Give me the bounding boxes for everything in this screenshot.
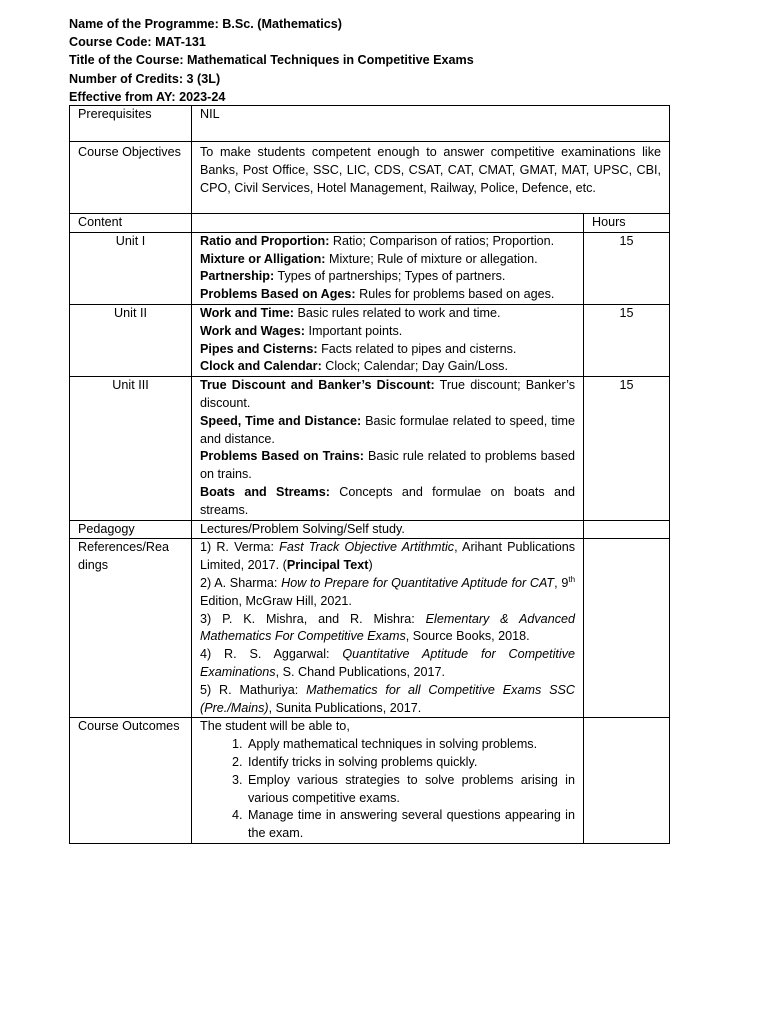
unit-row (70, 377, 670, 520)
outcome-item: 2. Identify tricks in solving problems quickly. (246, 754, 575, 772)
topic (200, 268, 575, 286)
prerequisites-row (70, 106, 670, 142)
topic-title: Problems Based on Ages: (200, 287, 356, 302)
course-header (69, 16, 474, 107)
reference-publisher: , Arihant Publications Limited, 2017. ( (200, 540, 576, 573)
topic-text: Clock; Calendar; Day Gain/Loss. (321, 359, 508, 374)
unit-topics (192, 304, 584, 376)
credits: Number of Credits: 3 (3L) (69, 71, 221, 86)
course-title: Title of the Course: Mathematical Techniques in Competitive Exams (69, 53, 474, 68)
reference-title: Fast Track Objective Artithmtic (279, 540, 455, 555)
reference-title: How to Prepare for Quantitative Aptitude for CAT (281, 575, 555, 590)
reference-author: 3) P. K. Mishra, and R. Mishra: (200, 611, 426, 626)
unit-row (70, 304, 670, 376)
topic-text: Basic rules related to work and time. (294, 305, 501, 320)
pedagogy-hours-blank (584, 520, 670, 539)
unit-row (70, 232, 670, 304)
topic-text: Basic formulae related to speed, time and distance. (200, 413, 575, 446)
topic-title: Work and Wages: (200, 323, 305, 338)
unit-hours: 15 (584, 232, 670, 304)
reference-note: Principal Text (286, 558, 369, 573)
references-list (192, 539, 584, 718)
prerequisites-label: Prerequisites (70, 106, 192, 142)
topic-text: Important points. (304, 323, 403, 338)
topic (200, 233, 575, 251)
content-label: Content (70, 214, 192, 233)
reference-publisher: , S. Chand Publications, 2017. (275, 664, 446, 679)
outcome-item: 4. Manage time in answering several questions appearing in the exam. (246, 807, 575, 843)
unit-name: Unit II (70, 304, 192, 376)
references-row (70, 539, 670, 718)
topic-title: Mixture or Alligation: (200, 251, 326, 266)
topic (200, 286, 575, 304)
unit-hours: 15 (584, 377, 670, 520)
outcomes-intro: The student will be able to, (200, 719, 350, 734)
effective-from: Effective from AY: 2023-24 (69, 89, 226, 104)
reference-author: 4) R. S. Aggarwal: (200, 647, 343, 662)
objectives-value: To make students competent enough to answer competitive examinations like Banks, Post Office, SSC, LIC, CDS, CSAT, CAT, CMAT, GMAT, MAT, UPSC, CBI, CPO, Civil Services, Hotel Management, Railway, Police, Defence, etc. (192, 142, 670, 214)
reference-title: Elementary & Advanced Mathematics For Competitive Exams (200, 611, 575, 644)
topic (200, 323, 575, 341)
outcomes-list (192, 718, 584, 844)
reference-author: 2) A. Sharma: (200, 575, 282, 590)
reference-item (200, 611, 575, 647)
reference-sup: th (568, 574, 576, 584)
reference-tail: ) (368, 558, 373, 573)
course-code: Course Code: MAT-131 (69, 35, 206, 50)
topic-title: Boats and Streams: (200, 484, 330, 499)
unit-hours: 15 (584, 304, 670, 376)
topic-text: Mixture; Rule of mixture or allegation. (325, 251, 538, 266)
outcomes-row (70, 718, 670, 844)
topic-text: Facts related to pipes and cisterns. (317, 341, 517, 356)
outcome-item: 1. Apply mathematical techniques in solving problems. (246, 736, 575, 754)
reference-author: 5) R. Mathuriya: (200, 682, 307, 697)
topic (200, 377, 575, 413)
references-hours-blank (584, 539, 670, 718)
topic-title: Work and Time: (200, 305, 295, 320)
topic-text: Concepts and formulae on boats and streams. (200, 484, 575, 517)
content-header-row (70, 214, 670, 233)
pedagogy-label: Pedagogy (70, 520, 192, 539)
outcomes-ordered-list (200, 736, 575, 843)
references-label: References/Rea dings (70, 539, 192, 718)
topic (200, 341, 575, 359)
unit-topics (192, 232, 584, 304)
prerequisites-value: NIL (192, 106, 670, 142)
pedagogy-row (70, 520, 670, 539)
unit-name: Unit I (70, 232, 192, 304)
topic-text: True discount; Banker’s discount. (200, 378, 575, 410)
topic-text: Ratio; Comparison of ratios; Proportion. (329, 233, 555, 248)
outcome-item: 3. Employ various strategies to solve problems arising in various competitive exams. (246, 772, 575, 808)
reference-title: Mathematics for all Competitive Exams SSC (Pre./Mains) (200, 682, 575, 715)
reference-item (200, 539, 575, 575)
topic-title: Ratio and Proportion: (200, 233, 330, 248)
reference-publisher: , Sunita Publications, 2017. (268, 700, 422, 715)
content-blank (192, 214, 584, 233)
hours-label: Hours (584, 214, 670, 233)
topic-title: True Discount and Banker’s Discount: (200, 378, 435, 393)
reference-author: 1) R. Verma: (200, 540, 280, 555)
topic (200, 251, 575, 269)
reference-publisher: , Source Books, 2018. (405, 629, 530, 644)
objectives-label: Course Objectives (70, 142, 192, 214)
topic-text: Basic rule related to problems based on trains. (200, 449, 575, 482)
reference-title: Quantitative Aptitude for Competitive Examinations (200, 647, 575, 679)
topic (200, 305, 575, 323)
topic-title: Problems Based on Trains: (200, 449, 364, 464)
unit-topics (192, 377, 584, 520)
reference-publisher: , 9 (554, 575, 569, 590)
pedagogy-value: Lectures/Problem Solving/Self study. (192, 520, 584, 539)
topic-title: Speed, Time and Distance: (200, 413, 362, 428)
syllabus-table (69, 105, 670, 844)
objectives-row (70, 142, 670, 214)
unit-name: Unit III (70, 377, 192, 520)
outcomes-label: Course Outcomes (70, 718, 192, 844)
topic-title: Partnership: (200, 269, 275, 284)
reference-tail: Edition, McGraw Hill, 2021. (200, 593, 352, 608)
outcomes-hours-blank (584, 718, 670, 844)
reference-item (200, 575, 575, 611)
topic (200, 484, 575, 520)
topic (200, 413, 575, 449)
topic-text: Rules for problems based on ages. (355, 287, 555, 302)
topic (200, 358, 575, 376)
topic (200, 448, 575, 484)
reference-item (200, 646, 575, 682)
topic-title: Clock and Calendar: (200, 359, 322, 374)
topic-title: Pipes and Cisterns: (200, 341, 318, 356)
programme-name: Name of the Programme: B.Sc. (Mathematics) (69, 17, 342, 31)
reference-item (200, 682, 575, 718)
topic-text: Types of partnerships; Types of partners. (274, 269, 506, 284)
